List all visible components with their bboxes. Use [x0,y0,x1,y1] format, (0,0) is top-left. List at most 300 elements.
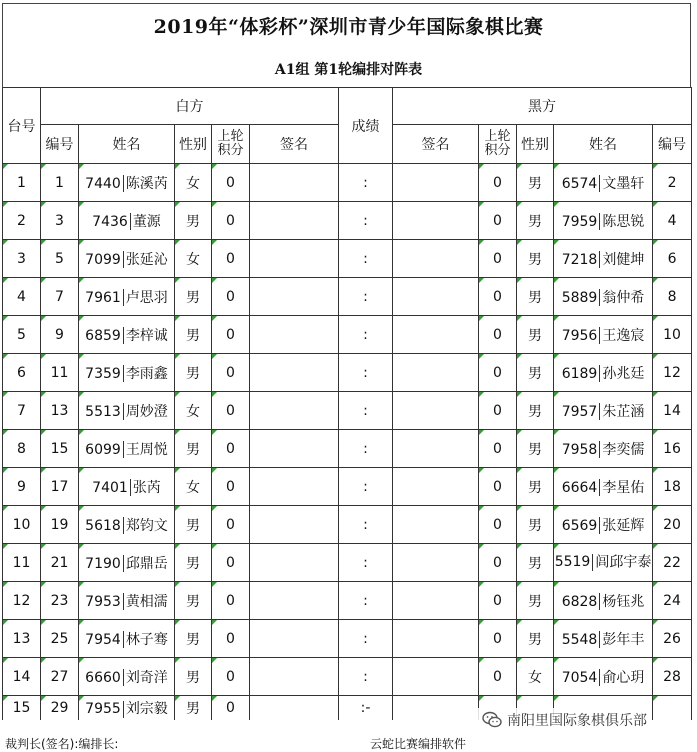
white-player-name: 张延沁 [125,251,168,268]
black-player-id: 6569 [561,517,598,534]
black-number: 22 [653,544,692,582]
black-player-name: 文墨轩 [602,175,645,192]
id-separator [599,175,600,192]
id-separator [123,669,124,686]
black-player-id: 7054 [561,669,598,686]
black-signature[interactable] [393,582,479,620]
white-player-id: 7436 [92,213,128,230]
white-player-name: 张芮 [132,479,161,496]
white-number: 17 [41,468,79,506]
black-prev-points: 0 [479,506,517,544]
black-player-id: 6574 [561,175,598,192]
black-player [554,544,653,582]
white-gender: 男 [175,658,212,696]
header-prev-line2: 积分 [484,143,511,158]
pairing-rows [3,164,692,721]
black-player-id: 7957 [561,403,598,420]
black-player [554,354,653,392]
header-prev-line1: 上轮 [484,129,511,144]
white-player-id: 6660 [85,669,121,686]
black-number: 18 [653,468,692,506]
black-player-id: 6189 [561,365,598,382]
black-player [554,202,653,240]
white-player-id: 7190 [85,555,121,572]
white-signature[interactable] [250,164,339,202]
white-player-name: 卢思羽 [125,289,168,306]
header-board: 台号 [3,88,41,164]
game-result[interactable]: : [339,544,393,582]
white-player [79,164,175,202]
white-player-name: 刘宗毅 [125,701,168,717]
white-player-name: 周妙澄 [125,403,168,420]
white-prev-points: 0 [212,316,250,354]
game-result[interactable]: : [339,354,393,392]
white-gender: 女 [175,468,212,506]
id-separator [599,517,600,534]
white-player-id: 5618 [85,517,121,534]
white-player-id: 6099 [85,441,121,458]
id-separator [599,441,600,458]
white-prev-points: 0 [212,430,250,468]
wechat-icon [482,711,502,729]
white-player-id: 5513 [85,403,121,420]
white-signature[interactable] [250,354,339,392]
black-player [554,620,653,658]
white-player [79,278,175,316]
black-player [554,658,653,696]
board-number: 5 [3,316,41,354]
black-prev-points: 0 [479,430,517,468]
black-player-name: 孙兆廷 [602,365,645,382]
board-number: 4 [3,278,41,316]
table-row [3,278,692,316]
white-prev-points: 0 [212,392,250,430]
id-separator [592,554,593,571]
header-result: 成绩 [339,88,393,164]
id-separator [130,213,131,230]
black-number: 4 [653,202,692,240]
footer-software: 云蛇比赛编排软件 [370,737,467,751]
black-gender: 男 [517,468,554,506]
table-row [3,316,692,354]
black-gender: 男 [517,392,554,430]
white-number: 27 [41,658,79,696]
black-number [653,696,692,721]
table-row [3,430,692,468]
white-signature[interactable] [250,392,339,430]
id-separator [123,593,124,610]
pairing-table [2,87,692,720]
game-result[interactable]: : [339,240,393,278]
black-prev-points: 0 [479,392,517,430]
white-gender: 男 [175,620,212,658]
id-separator [599,289,600,306]
black-player-name: 李奕儒 [602,441,645,458]
white-player [79,696,175,721]
id-separator [599,479,600,496]
black-player-id: 5548 [561,631,598,648]
white-player-name: 邱鼎岳 [125,555,168,572]
table-row [3,240,692,278]
game-result[interactable]: :- [339,696,393,721]
black-gender: 男 [517,202,554,240]
white-prev-points: 0 [212,582,250,620]
white-player [79,582,175,620]
white-signature[interactable] [250,202,339,240]
white-number: 11 [41,354,79,392]
white-signature[interactable] [250,316,339,354]
black-player-id: 7958 [561,441,598,458]
white-number: 15 [41,430,79,468]
white-player-id: 6859 [85,327,121,344]
black-player-id: 7956 [561,327,598,344]
white-prev-points: 0 [212,506,250,544]
black-prev-points: 0 [479,278,517,316]
white-player-name: 王周悦 [125,441,168,458]
id-separator [123,701,124,718]
white-prev-points: 0 [212,544,250,582]
table-row [3,506,692,544]
header-black: 黑方 [393,88,692,125]
white-number: 29 [41,696,79,721]
black-number: 8 [653,278,692,316]
id-separator [123,403,124,420]
header-black-num: 编号 [653,125,692,164]
board-number: 14 [3,658,41,696]
board-number: 13 [3,620,41,658]
game-result[interactable]: : [339,202,393,240]
table-row [3,468,692,506]
black-signature[interactable] [393,468,479,506]
white-player-id: 7359 [85,365,121,382]
header-black-name: 姓名 [554,125,653,164]
black-signature[interactable] [393,278,479,316]
black-gender: 男 [517,506,554,544]
id-separator [123,327,124,344]
black-prev-points: 0 [479,582,517,620]
black-player-name: 杨钰兆 [602,593,645,610]
black-signature[interactable] [393,164,479,202]
board-number: 15 [3,696,41,721]
black-number: 24 [653,582,692,620]
white-player [79,316,175,354]
id-separator [123,555,124,572]
black-player-name: 王逸宸 [602,327,645,344]
black-player-name: 朱芷涵 [602,403,645,420]
black-gender: 男 [517,582,554,620]
black-gender: 男 [517,620,554,658]
black-player-id: 7959 [561,213,598,230]
white-player-id: 7401 [92,479,128,496]
white-gender: 男 [175,316,212,354]
white-player-name: 陈溪芮 [125,175,168,192]
table-row [3,658,692,696]
header-white-prev-points [212,125,250,164]
black-prev-points: 0 [479,354,517,392]
game-result[interactable]: : [339,430,393,468]
white-gender: 男 [175,202,212,240]
black-player-name: 李星佑 [602,479,645,496]
black-player-id: 6828 [561,593,598,610]
black-player-id: 5889 [561,289,598,306]
white-player [79,354,175,392]
white-player-name: 李梓诚 [125,327,168,344]
black-player-name: 翁仲希 [602,289,645,306]
header-black-sign: 签名 [393,125,479,164]
board-number: 7 [3,392,41,430]
black-player-id: 7218 [561,251,598,268]
footer [5,735,695,749]
white-player-id: 7961 [85,289,121,306]
id-separator [123,365,124,382]
id-separator [599,631,600,648]
white-gender: 男 [175,354,212,392]
white-player [79,392,175,430]
black-player [554,392,653,430]
white-prev-points: 0 [212,202,250,240]
id-separator [123,517,124,534]
black-number: 10 [653,316,692,354]
id-separator [599,251,600,268]
board-number: 3 [3,240,41,278]
black-prev-points: 0 [479,544,517,582]
black-player [554,468,653,506]
black-prev-points: 0 [479,620,517,658]
black-signature[interactable] [393,392,479,430]
header-white-name: 姓名 [79,125,175,164]
board-number: 11 [3,544,41,582]
white-gender: 男 [175,544,212,582]
white-signature[interactable] [250,278,339,316]
black-signature[interactable] [393,240,479,278]
black-signature[interactable] [393,354,479,392]
black-number: 2 [653,164,692,202]
white-prev-points: 0 [212,278,250,316]
white-player [79,430,175,468]
white-player [79,620,175,658]
game-result[interactable]: : [339,582,393,620]
white-signature[interactable] [250,582,339,620]
table-row [3,620,692,658]
white-player [79,658,175,696]
white-signature[interactable] [250,506,339,544]
black-number: 14 [653,392,692,430]
black-gender: 男 [517,544,554,582]
white-player [79,544,175,582]
board-number: 2 [3,202,41,240]
black-signature[interactable] [393,658,479,696]
table-row [3,582,692,620]
board-number: 10 [3,506,41,544]
id-separator [599,669,600,686]
white-prev-points: 0 [212,468,250,506]
black-number: 12 [653,354,692,392]
black-prev-points: 0 [479,202,517,240]
white-player-id: 7099 [85,251,121,268]
white-player-name: 黄相濡 [125,593,168,610]
black-signature[interactable] [393,316,479,354]
white-prev-points: 0 [212,658,250,696]
white-gender: 女 [175,240,212,278]
id-separator [599,403,600,420]
sheet-title: 2019年“体彩杯”深圳市青少年国际象棋比赛 [153,16,544,38]
black-player-name: 彭年丰 [602,631,645,648]
white-number: 1 [41,164,79,202]
header-prev-line1: 上轮 [217,129,244,144]
white-player-id: 7440 [85,175,121,192]
header-black-gender: 性别 [517,125,554,164]
black-gender: 男 [517,354,554,392]
id-separator [599,327,600,344]
white-signature[interactable] [250,430,339,468]
black-player-name: 俞心玥 [602,669,645,686]
white-player-name: 李雨鑫 [125,365,168,382]
white-gender: 女 [175,392,212,430]
black-gender: 男 [517,430,554,468]
black-player-name: 闾邱宇泰 [595,554,652,571]
black-gender: 男 [517,316,554,354]
white-player-id: 7955 [85,701,121,717]
game-result[interactable]: : [339,392,393,430]
game-result[interactable]: : [339,316,393,354]
black-gender: 男 [517,164,554,202]
black-player-name: 张延辉 [602,517,645,534]
id-separator [130,479,131,496]
id-separator [599,365,600,382]
white-prev-points: 0 [212,354,250,392]
id-separator [123,631,124,648]
white-number: 3 [41,202,79,240]
game-result[interactable]: : [339,164,393,202]
black-player-id: 6664 [561,479,598,496]
black-player [554,164,653,202]
id-separator [123,175,124,192]
watermark-text: 南阳里国际象棋俱乐部 [507,713,647,729]
id-separator [123,251,124,268]
black-number: 16 [653,430,692,468]
game-result[interactable]: : [339,506,393,544]
white-number: 5 [41,240,79,278]
white-signature[interactable] [250,620,339,658]
black-signature[interactable] [393,696,479,721]
white-signature[interactable] [250,696,339,721]
sheet-subtitle: A1组 第1轮编排对阵表 [274,62,423,78]
white-signature[interactable] [250,658,339,696]
white-signature[interactable] [250,468,339,506]
black-player-id: 5519 [554,554,591,571]
white-player [79,506,175,544]
white-gender: 男 [175,582,212,620]
black-number: 20 [653,506,692,544]
black-gender: 女 [517,658,554,696]
black-number: 6 [653,240,692,278]
black-player [554,240,653,278]
black-player [554,582,653,620]
white-number: 7 [41,278,79,316]
black-player [554,278,653,316]
table-row [3,544,692,582]
white-signature[interactable] [250,544,339,582]
id-separator [599,593,600,610]
board-number: 9 [3,468,41,506]
frame-top-line [2,3,691,4]
table-row [3,354,692,392]
black-prev-points: 0 [479,316,517,354]
id-separator [123,289,124,306]
white-player-name: 郑钧文 [125,517,168,534]
header-white: 白方 [41,88,339,125]
game-result[interactable]: : [339,620,393,658]
black-gender: 男 [517,240,554,278]
white-gender: 男 [175,696,212,721]
white-prev-points: 0 [212,696,250,721]
table-row [3,164,692,202]
black-signature[interactable] [393,620,479,658]
game-result[interactable]: : [339,278,393,316]
header-white-sign: 签名 [250,125,339,164]
white-prev-points: 0 [212,164,250,202]
footer-signatures: 裁判长(签名):编排长: [5,737,119,751]
white-player-name: 刘奇洋 [125,669,168,686]
black-number: 28 [653,658,692,696]
board-number: 1 [3,164,41,202]
black-signature[interactable] [393,506,479,544]
black-signature[interactable] [393,544,479,582]
white-gender: 男 [175,278,212,316]
white-player-name: 董源 [132,213,161,230]
white-signature[interactable] [250,240,339,278]
board-number: 12 [3,582,41,620]
table-row [3,392,692,430]
black-prev-points: 0 [479,240,517,278]
game-result[interactable]: : [339,658,393,696]
black-player-name: 刘健坤 [602,251,645,268]
id-separator [599,213,600,230]
white-number: 13 [41,392,79,430]
watermark [478,708,651,732]
black-prev-points: 0 [479,164,517,202]
black-signature[interactable] [393,430,479,468]
white-prev-points: 0 [212,240,250,278]
header-white-gender: 性别 [175,125,212,164]
game-result[interactable]: : [339,468,393,506]
white-gender: 男 [175,430,212,468]
black-player [554,506,653,544]
black-number: 26 [653,620,692,658]
white-number: 9 [41,316,79,354]
black-player [554,316,653,354]
white-player-id: 7954 [85,631,121,648]
white-prev-points: 0 [212,620,250,658]
white-number: 21 [41,544,79,582]
black-signature[interactable] [393,202,479,240]
white-player-id: 7953 [85,593,121,610]
white-gender: 女 [175,164,212,202]
black-player-name: 陈思锐 [602,213,645,230]
white-gender: 男 [175,506,212,544]
board-number: 6 [3,354,41,392]
white-number: 23 [41,582,79,620]
black-prev-points: 0 [479,468,517,506]
white-player-name: 林子骞 [125,631,168,648]
header-black-prev-points [479,125,517,164]
white-player [79,240,175,278]
white-player [79,468,175,506]
header-white-num: 编号 [41,125,79,164]
black-prev-points: 0 [479,658,517,696]
white-number: 19 [41,506,79,544]
table-row [3,202,692,240]
